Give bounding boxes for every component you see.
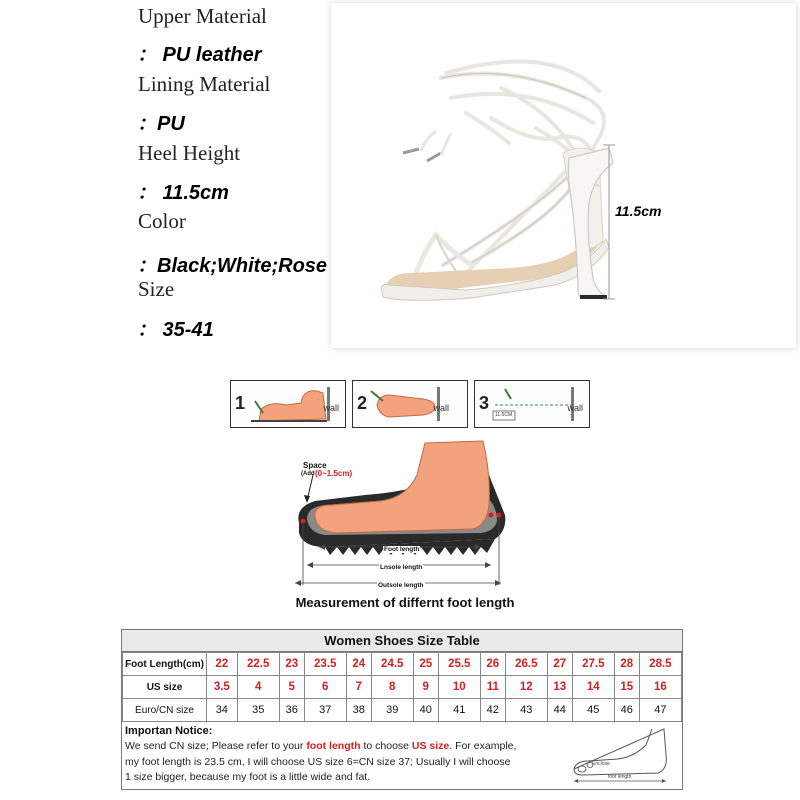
foot-length-label: Foot length — [384, 546, 420, 553]
spec-value-color: ：Black;White;Rose — [137, 255, 328, 277]
table-cell: 37 — [304, 699, 346, 722]
row-label: Foot Length(cm) — [123, 653, 207, 676]
table-cell: 12 — [505, 676, 547, 699]
table-row-euro-cn-size — [123, 699, 682, 722]
size-grid — [122, 652, 682, 722]
table-cell: 15 — [614, 676, 639, 699]
heel-height-label: 11.5cm — [615, 203, 662, 219]
table-cell: 36 — [279, 699, 304, 722]
wall-label: wall — [433, 403, 449, 413]
table-cell: 28 — [614, 653, 639, 676]
table-cell: 38 — [346, 699, 371, 722]
space-label: Space — [303, 461, 327, 470]
table-cell: 28.5 — [639, 653, 681, 676]
table-cell: 39 — [371, 699, 413, 722]
foot-outline-label1: Enclose — [592, 761, 610, 767]
table-cell: 35 — [237, 699, 279, 722]
table-cell: 22 — [207, 653, 238, 676]
notice-line1-b: to choose — [360, 740, 412, 752]
step-1-panel — [230, 380, 346, 428]
spec-value-lining: ：PU — [137, 113, 185, 135]
table-cell: 26 — [480, 653, 505, 676]
table-cell: 14 — [572, 676, 614, 699]
table-cell: 9 — [413, 676, 438, 699]
notice-title: Importan Notice: — [125, 725, 213, 737]
size-table-title: Women Shoes Size Table — [122, 630, 682, 652]
row-label: Euro/CN size — [123, 699, 207, 722]
table-cell: 41 — [438, 699, 480, 722]
foot-outline-label2: foot length — [608, 774, 632, 780]
table-cell: 4 — [237, 676, 279, 699]
table-cell: 44 — [547, 699, 572, 722]
measurement-steps — [230, 380, 590, 428]
table-cell: 47 — [639, 699, 681, 722]
spec-label-upper: Upper Material — [138, 4, 267, 28]
foot-outline-panel — [568, 725, 680, 787]
size-table — [121, 629, 683, 790]
notice-foot-length-highlight: foot length — [306, 740, 361, 752]
table-cell: 27.5 — [572, 653, 614, 676]
table-cell: 11 — [480, 676, 505, 699]
row-label: US size — [123, 676, 207, 699]
product-specs — [0, 0, 340, 350]
step-3-number: 3 — [479, 393, 490, 413]
spec-value-upper: ： PU leather — [137, 44, 262, 66]
table-cell: 26.5 — [505, 653, 547, 676]
wall-label: wall — [323, 403, 339, 413]
spec-label-size: Size — [138, 277, 175, 301]
outsole-length-label: Outsole length — [378, 582, 424, 589]
table-row-us-size — [123, 676, 682, 699]
table-cell: 34 — [207, 699, 238, 722]
notice-text — [125, 739, 565, 786]
step-2-panel — [352, 380, 468, 428]
table-cell: 25 — [413, 653, 438, 676]
table-cell: 3.5 — [207, 676, 238, 699]
measurement-title: Measurement of differnt foot length — [295, 595, 515, 610]
table-row-foot-length — [123, 653, 682, 676]
table-cell: 13 — [547, 676, 572, 699]
notice-line1-c: . For example, — [449, 740, 517, 752]
table-cell: 27 — [547, 653, 572, 676]
table-cell: 40 — [413, 699, 438, 722]
step-3-panel — [474, 380, 590, 428]
foot-length-diagram — [285, 435, 525, 600]
table-cell: 23.5 — [304, 653, 346, 676]
table-cell: 10 — [438, 676, 480, 699]
space-add-prefix: (Add — [301, 471, 315, 477]
notice-line1-a: We send CN size; Please refer to your — [125, 740, 307, 752]
space-range: (0~1.5cm) — [315, 469, 353, 478]
table-cell: 16 — [639, 676, 681, 699]
table-cell: 22.5 — [237, 653, 279, 676]
spec-label-color: Color — [138, 209, 186, 233]
table-cell: 45 — [572, 699, 614, 722]
table-cell: 23 — [279, 653, 304, 676]
table-cell: 24 — [346, 653, 371, 676]
notice-us-size-highlight: US size — [411, 740, 450, 752]
table-cell: 5 — [279, 676, 304, 699]
foot-sole-illustration — [285, 435, 525, 600]
table-cell: 6 — [304, 676, 346, 699]
spec-value-size: ： 35-41 — [137, 319, 214, 341]
table-cell: 25.5 — [438, 653, 480, 676]
table-cell: 8 — [371, 676, 413, 699]
sandal-illustration — [331, 3, 796, 348]
wall-label: wall — [567, 403, 583, 413]
table-cell: 46 — [614, 699, 639, 722]
step-1-number: 1 — [235, 393, 246, 413]
spec-value-heel: ： 11.5cm — [137, 182, 229, 204]
product-photo — [331, 3, 796, 348]
insole-length-label: Lnsole length — [380, 564, 423, 571]
notice-line3: 1 size bigger, because my foot is a little wide and fat. — [125, 771, 371, 783]
table-cell: 7 — [346, 676, 371, 699]
step-2-number: 2 — [357, 393, 368, 413]
spec-label-lining: Lining Material — [138, 72, 271, 96]
table-cell: 24.5 — [371, 653, 413, 676]
table-cell: 42 — [480, 699, 505, 722]
table-cell: 43 — [505, 699, 547, 722]
foot-top-icon — [353, 381, 469, 429]
ruler-tag: 11.5CM — [495, 412, 513, 418]
notice-line2: my foot length is 23.5 cm, I will choose US size 6=CN size 37; Usually I will choose — [125, 755, 511, 768]
spec-label-heel: Heel Height — [138, 141, 241, 165]
important-notice — [122, 723, 682, 789]
